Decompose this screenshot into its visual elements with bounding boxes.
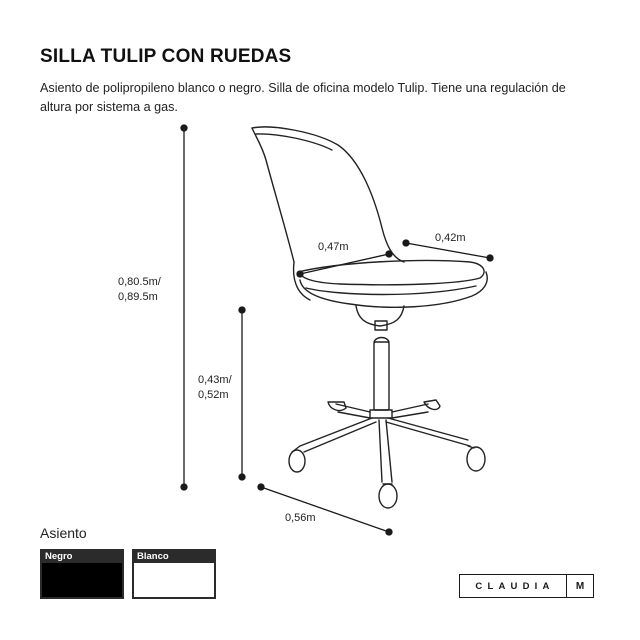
base-width-line bbox=[261, 487, 389, 532]
chair-base-arm-front-left bbox=[300, 418, 376, 452]
seat-depth-label: 0,42m bbox=[435, 232, 466, 244]
product-description: Asiento de polipropileno blanco o negro. Silla de oficina modelo Tulip. Tiene una regulación de altura por sistema a gas. bbox=[40, 81, 566, 114]
chair-base-arm-right bbox=[392, 404, 428, 418]
base-width-right-dot bbox=[386, 529, 392, 535]
swatch-blanco-color bbox=[134, 563, 214, 597]
swatch-blanco bbox=[132, 549, 216, 599]
product-title: SILLA TULIP CON RUEDAS bbox=[40, 46, 292, 67]
chair-shell-front bbox=[294, 262, 310, 300]
seat-height-bottom-dot bbox=[239, 474, 245, 480]
chair-outline bbox=[252, 127, 487, 508]
total-height-top-dot bbox=[181, 125, 187, 131]
chair-cylinder-base bbox=[370, 410, 392, 418]
total-height-label: 0,80.5m/ 0,89.5m bbox=[118, 276, 161, 303]
chair-backrest-inner bbox=[252, 128, 294, 262]
seat-height-label: 0,43m/ 0,52m bbox=[198, 374, 232, 401]
brand-logo bbox=[459, 574, 594, 598]
caster-right-back bbox=[424, 400, 440, 409]
seat-height-top-dot bbox=[239, 307, 245, 313]
swatch-negro-label: Negro bbox=[42, 551, 122, 563]
dimension-lines bbox=[181, 125, 493, 535]
seat-width-label: 0,47m bbox=[318, 241, 349, 253]
caster-left-front bbox=[289, 450, 305, 472]
caster-right-front bbox=[467, 447, 485, 471]
base-width-label: 0,56m bbox=[285, 512, 316, 524]
swatch-blanco-label: Blanco bbox=[134, 551, 214, 563]
swatch-negro bbox=[40, 549, 124, 599]
seat-depth-right-dot bbox=[487, 255, 493, 261]
chair-base-arm-front bbox=[379, 420, 392, 482]
chair-backrest-edge bbox=[256, 134, 332, 150]
chair-mount bbox=[356, 306, 404, 326]
chair-seat-rim bbox=[306, 286, 476, 295]
chair-base-arm-front-right bbox=[386, 418, 470, 446]
swatch-heading: Asiento bbox=[40, 525, 87, 541]
total-height-bottom-dot bbox=[181, 484, 187, 490]
swatch-negro-color bbox=[42, 563, 122, 597]
brand-mark: M bbox=[566, 575, 593, 597]
seat-depth-left-dot bbox=[403, 240, 409, 246]
chair-seat-top bbox=[298, 260, 484, 284]
chair-gas-cylinder bbox=[374, 342, 389, 410]
base-width-left-dot bbox=[258, 484, 264, 490]
caster-front bbox=[379, 484, 397, 508]
brand-name: CLAUDIA bbox=[475, 580, 555, 592]
